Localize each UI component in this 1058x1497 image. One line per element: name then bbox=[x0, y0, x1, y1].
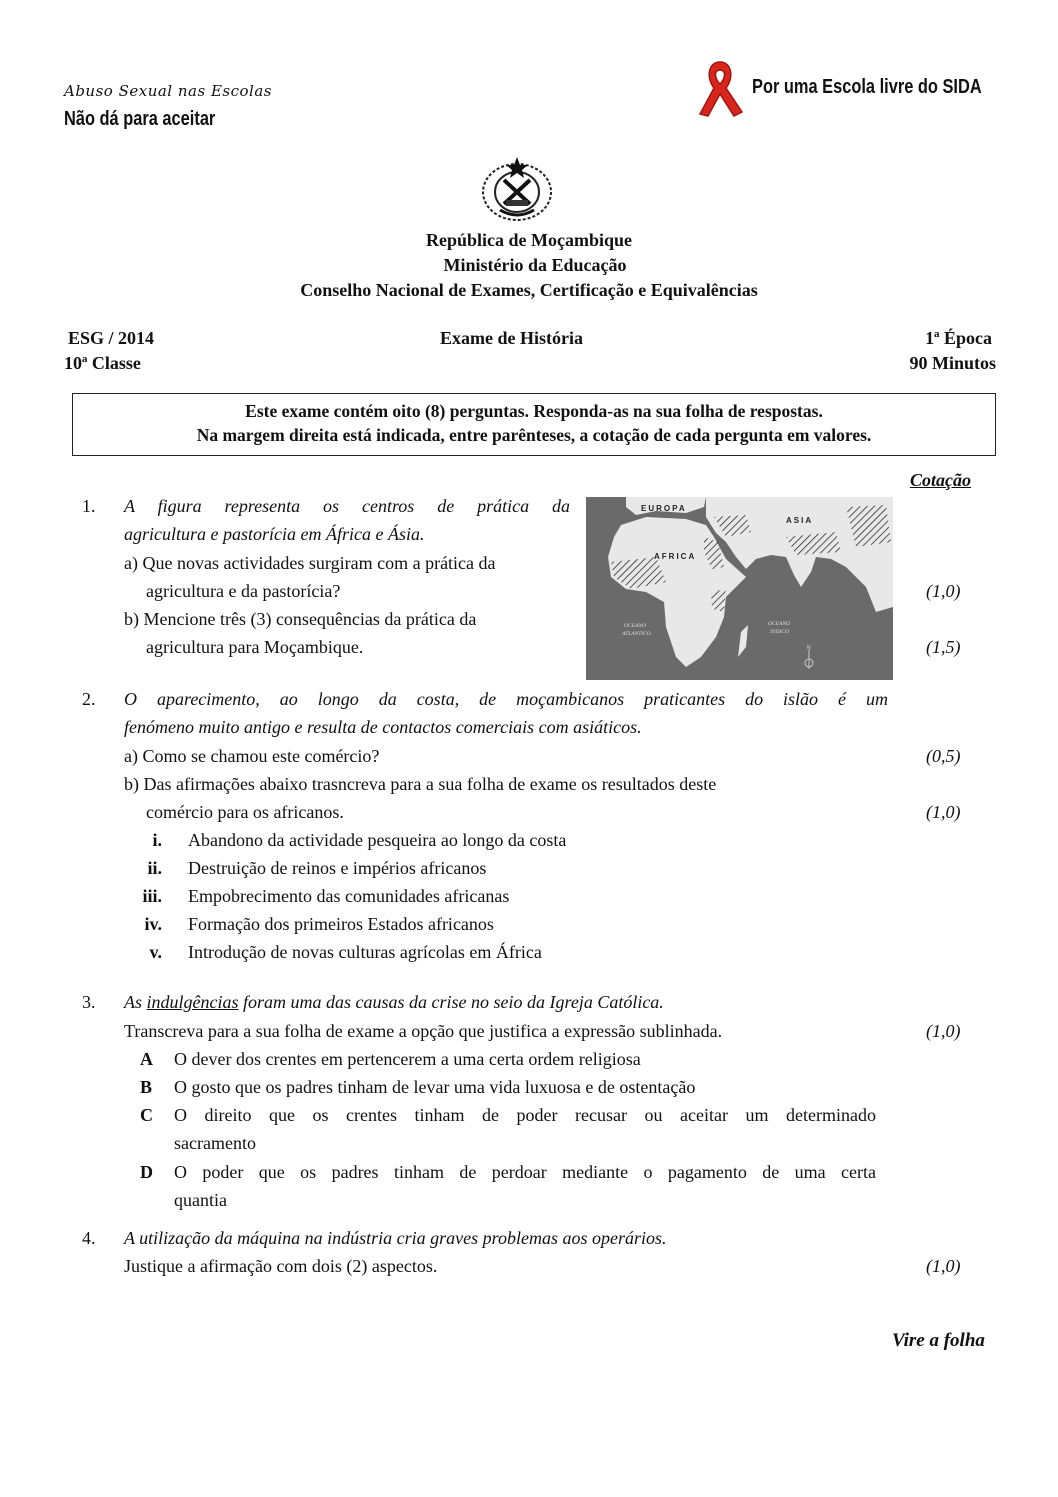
exam-season: 1ª Época bbox=[925, 328, 992, 348]
svg-text:AFRICA: AFRICA bbox=[654, 552, 697, 561]
question-4-instruction: Justique a afirmação com dois (2) aspectos. bbox=[124, 1256, 438, 1276]
question-3-stem-prefix: As bbox=[124, 992, 147, 1012]
svg-text:N: N bbox=[807, 645, 811, 651]
question-1-stem-line-1: A figura representa os centros de prática da bbox=[124, 496, 570, 516]
q2-option-label: iv. bbox=[144, 914, 162, 934]
map-figure-icon bbox=[586, 497, 893, 680]
q3-option-text: O gosto que os padres tinham de levar uma vida luxuosa e de ostentação bbox=[174, 1077, 696, 1097]
q3-option-label: A bbox=[140, 1049, 153, 1069]
svg-text:OCEANO: OCEANO bbox=[624, 623, 646, 629]
institution-line-1: República de Moçambique bbox=[425, 230, 632, 250]
question-1b-line-2: agricultura para Moçambique. bbox=[146, 637, 364, 657]
question-2b-score: (1,0) bbox=[926, 802, 961, 822]
question-3-stem-suffix: foram uma das causas da crise no seio da Igreja Católica. bbox=[238, 992, 664, 1012]
question-3-score: (1,0) bbox=[926, 1021, 961, 1041]
africa-asia-agriculture-map bbox=[586, 497, 893, 680]
question-4-score: (1,0) bbox=[926, 1256, 961, 1276]
cotacao-header: Cotação bbox=[910, 470, 971, 490]
q3-option-label: B bbox=[140, 1077, 153, 1097]
q3-option-text: O dever dos crentes em pertencerem a uma certa ordem religiosa bbox=[174, 1049, 641, 1069]
question-1a-score: (1,0) bbox=[926, 581, 961, 601]
q2-option-text: Abandono da actividade pesqueira ao longo da costa bbox=[188, 830, 567, 850]
q3-option-text: O direito que os crentes tinham de poder recusar ou aceitar um determinado bbox=[174, 1105, 876, 1125]
svg-text:EUROPA: EUROPA bbox=[641, 504, 687, 513]
question-1b-score: (1,5) bbox=[926, 637, 961, 657]
q2-option-label: v. bbox=[149, 942, 162, 962]
q3-option-text: O poder que os padres tinham de perdoar mediante o pagamento de uma certa bbox=[174, 1162, 876, 1182]
svg-text:INDICO: INDICO bbox=[770, 629, 789, 635]
q3-option-label: C bbox=[140, 1105, 153, 1125]
question-1-stem-line-2: agricultura e pastorícia em África e Ásia. bbox=[124, 524, 425, 544]
exam-duration: 90 Minutos bbox=[909, 353, 996, 373]
notice-line-1: Este exame contém oito (8) perguntas. Responda-as na sua folha de respostas. bbox=[245, 401, 823, 421]
exam-code: ESG / 2014 bbox=[68, 328, 155, 348]
question-2b-line-1: b) Das afirmações abaixo trasncreva para a sua folha de exame os resultados deste bbox=[124, 774, 717, 794]
question-4-number: 4. bbox=[82, 1228, 96, 1248]
question-1a-line-1: a) Que novas actividades surgiram com a prática da bbox=[124, 553, 496, 573]
question-1-number: 1. bbox=[82, 496, 96, 516]
question-2-number: 2. bbox=[82, 689, 96, 709]
question-3-instruction: Transcreva para a sua folha de exame a opção que justifica a expressão sublinhada. bbox=[124, 1021, 723, 1041]
slogan-script: Abuso Sexual nas Escolas bbox=[64, 82, 272, 100]
exam-grade: 10ª Classe bbox=[64, 353, 141, 373]
q3-option-text-cont: quantia bbox=[174, 1190, 227, 1210]
question-3-underlined-term: indulgências bbox=[146, 992, 239, 1012]
institution-line-2: Ministério da Educação bbox=[443, 255, 627, 275]
notice-line-2: Na margem direita está indicada, entre parênteses, a cotação de cada pergunta em valores. bbox=[196, 425, 872, 445]
exam-title: Exame de História bbox=[440, 328, 583, 348]
q2-option-text: Formação dos primeiros Estados africanos bbox=[188, 914, 494, 934]
q2-option-label: iii. bbox=[142, 886, 162, 906]
q2-option-label: i. bbox=[152, 830, 162, 850]
question-3-number: 3. bbox=[82, 992, 96, 1012]
question-2a: a) Como se chamou este comércio? bbox=[124, 746, 380, 766]
institution-line-3: Conselho Nacional de Exames, Certificação e Equivalências bbox=[300, 280, 758, 300]
q3-option-text-cont: sacramento bbox=[174, 1133, 256, 1153]
question-4-stem: A utilização da máquina na indústria cria graves problemas aos operários. bbox=[124, 1228, 667, 1248]
q2-option-text: Destruição de reinos e impérios africanos bbox=[188, 858, 487, 878]
q2-option-label: ii. bbox=[147, 858, 162, 878]
red-aids-ribbon-icon bbox=[690, 56, 754, 120]
question-1a-line-2: agricultura e da pastorícia? bbox=[146, 581, 341, 601]
question-2b-line-2: comércio para os africanos. bbox=[146, 802, 344, 822]
aids-banner bbox=[690, 56, 1020, 120]
q3-option-label: D bbox=[140, 1162, 153, 1182]
svg-text:ASIA: ASIA bbox=[786, 516, 814, 525]
question-2-stem-line-1: O aparecimento, ao longo da costa, de moçambicanos praticantes do islão é um bbox=[124, 689, 888, 709]
svg-text:OCEANO: OCEANO bbox=[768, 621, 790, 627]
turn-page-note: Vire a folha bbox=[892, 1330, 985, 1351]
mozambique-coat-of-arms-icon bbox=[480, 154, 555, 224]
q2-option-text: Introdução de novas culturas agrícolas em África bbox=[188, 942, 542, 962]
aids-banner-text: Por uma Escola livre do SIDA bbox=[752, 76, 982, 98]
slogan-bold: Não dá para aceitar bbox=[64, 108, 216, 130]
question-2a-score: (0,5) bbox=[926, 746, 961, 766]
svg-text:ATLANTICO: ATLANTICO bbox=[622, 631, 651, 637]
exam-notice-box bbox=[72, 393, 996, 456]
question-3-stem bbox=[124, 992, 664, 1013]
question-1b-line-1: b) Mencione três (3) consequências da prática da bbox=[124, 609, 477, 629]
question-2-stem-line-2: fenómeno muito antigo e resulta de contactos comerciais com asiáticos. bbox=[124, 717, 642, 737]
q2-option-text: Empobrecimento das comunidades africanas bbox=[188, 886, 510, 906]
